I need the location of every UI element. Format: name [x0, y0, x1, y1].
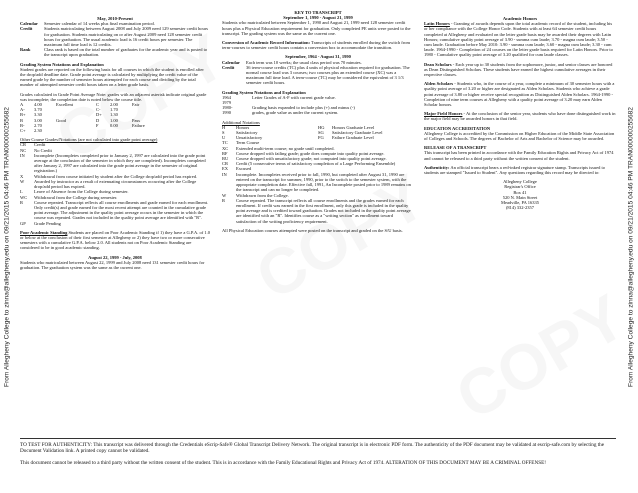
address-line: 520 N. Main Street [502, 194, 538, 200]
notation-code: RF [222, 150, 228, 156]
notation-code: R [222, 197, 226, 203]
grade-points: 3.30 [34, 112, 42, 118]
address-line: (814) 332-2357 [505, 205, 535, 211]
notation-code: SG [318, 130, 324, 136]
accreditation-text: Allegheny College is accredited by the Commission on Higher Education of the Middle State Association of Colleges and Schools. The degrees of Bachelor of Arts and Bachelor of Science may be awarded. [424, 130, 615, 142]
grade-desc: Pass [132, 117, 141, 123]
section-title: May, 2010-Present [97, 16, 133, 21]
latin-honors-heading: Latin Honors [424, 21, 450, 27]
grade-letter: B+ [20, 112, 26, 118]
notation-code: H [222, 124, 226, 130]
grade-explanation: Grade Pending [34, 220, 61, 226]
grade-points: 3.70 [34, 107, 42, 113]
history-text: grades, grade value as under the current system. [252, 110, 339, 116]
credit-row [222, 65, 414, 86]
notation-code: TC [222, 140, 228, 146]
grade-letter: D+ [96, 112, 102, 118]
grade-letter: C [96, 102, 100, 108]
grade-explanation: Incomplete (Incompletes completed prior to January 2, 1997 are calculated into the grade point average at the conclusion of the semester in which they are completed). Incompletes completed after January 2, 1997 are calculated into the grade point average in the semester of original registration.) [34, 152, 206, 174]
grade-explanation: Withdrawal from course initiated by student after the College drop/add period has expired. [34, 173, 198, 179]
notation-code: S [222, 130, 225, 136]
release-heading: RELEASE OF A TRANSCRIPT [424, 145, 487, 151]
history-text: Letter Grades of A-F with current grade value. [252, 94, 336, 100]
credit-label: Credit [222, 64, 235, 70]
grading-text: Student grades are reported on the following basis for all courses in which the student is enrolled after the drop/add deadline date. Grade point average is calculated by multiplying the credit value of the earned grade by the number of semester hours attempted for each course and dividing by the total number of attempted semester credit hours taken on a letter grade basis. [20, 66, 204, 88]
side-stamp-text-right: From Allegheny College to zinna@allegheny.edu on 09/21/2015 04:46 PM TRAN000000255682 [627, 106, 635, 387]
conversion-text: Transcripts of students enrolled during the switch from term-courses to semester credit hours contain a conversion box to accommodate the transition. [222, 40, 410, 51]
notation-text: Excused [236, 166, 252, 172]
grade-points: 3.00 [34, 117, 42, 123]
column-historical-system [222, 10, 414, 233]
address-line: Box 41 [513, 189, 527, 195]
grade-points: 1.70 [110, 107, 118, 113]
column-honors: Academic Honors Latin Honors - Granting of awards depends upon the total academic record of the student, including his or her compliance with the College Honor Code. Students with at least 64 semester credit hours completed at Allegheny and evaluated on the letter grade basis may be awarded their degrees with Latin Honors; cumulative quality point average of 3.90 - summa cum laude; 3.70 - magna cum laude; 3.50 - cum laude. Graduation before May 2010: 3.90 - summa cum laude; 3.60 - magna cum laude; 3.30 - cum laude. 1964-1990 - Completion of 24 courses on the letter grade basis required for Latin Honors. Prior to 1980 - Cumulative quality point average of 3.20 qualified for cum laude classes. Dean Scholars - Each year up to 30 students from the sophomore, junior, and senior classes are honored as Dean Distinguished Scholars. These students have earned the highest cumulative averages in their respective classes. Alden Scholars - Students who, in the course of a year, complete a minimum of 30 semester hours with a quality point average of 3.20 or higher are designated as Alden Scholars. Students who achieve a grade point average of 3.80 or higher receive special recognition as Distinguished Alden Scholars. 1964-1990 - Completion of nine term courses at Allegheny with a quality point average of 3.20 may earn Alden Scholar honors. Major Field Honors - At the conclusion of the senior year, students who have done distinguished work in the major field may be awarded honors in that field. EDUCATION ACCREDITATION Allegheny College is accredited by the Commission on Higher Education of the Middle State Association of Colleges and Schools. The degrees of Bachelor of Arts and Bachelor of Science may be awarded. RELEASE OF A TRANSCRIPT This transcript has been printed in accordance with the Family Education Rights and Privacy Act of 1974 and cannot be released to a third party without the written consent of the student. Authenticity: An official transcript bears a red-inked registrar signature stamp. Transcripts issued to students are stamped "Issued to Student". Any questions regarding this record may be directed to: Allegheny College Registrar's Office Box 41 520 N. Main Street Meadville, PA 16335 (814) 332-2357 [424, 16, 616, 211]
notation-text: Satisfactory [236, 130, 258, 136]
other-grades-heading: Other Course Grades/Notations (are not calculated into grade point average) [20, 137, 158, 143]
grades-note: Grades calculated in Grade Point Average Note: grades with an adjacent asterisk indicate original grade was incomplete; the completion date is noted below the course title. [20, 91, 207, 102]
poor-standing-text: Students are placed on Poor Academic Standing if 1) they have a G.P.A. of 1.0 or below at the conclusion of their first semester at Allegheny or 2) they have two or more consecutive semesters with a cumulative G.P.A. below 2.0. All students not on Poor Academic Standing are considered to be in good academic standing. [20, 229, 211, 251]
other-grade-row [20, 179, 210, 189]
notation-text: Extended multi-term course; no grade until completed. [236, 145, 335, 151]
notation-pairs [222, 125, 414, 141]
rank-text: Class rank is based on the total number of graduates for the academic year and is posted to the transcript upon graduation. [44, 47, 208, 58]
release-text: This transcript has been printed in accordance with the Family Education Rights and Privacy Act of 1974 and cannot be released to a third party without the written consent of the student. [424, 150, 614, 161]
notation-text: Unsatisfactory [236, 135, 263, 141]
grade-desc: Good [56, 117, 66, 123]
column-current-system [20, 16, 210, 270]
grade-desc: Fair [132, 102, 140, 108]
poor-standing-heading: Poor Academic Standing [20, 229, 68, 235]
grade-points: 1.00 [110, 117, 118, 123]
grade-letter: D [96, 117, 100, 123]
grading-heading: Grading System Notations and Explanation [20, 61, 104, 67]
release-notice: This document cannot be released to a third party without the written consent of the student. This is in accordance with the Family Educational Rights and Privacy Act of 1974. ALTERATION OF THIS DOCUMENT MAY BE A CRIMINAL OFFENSE! [20, 459, 546, 466]
grade-code: NC [20, 147, 27, 153]
calendar-text: Each term was 10 weeks; the usual class period was 70 minutes. [246, 59, 362, 65]
dean-scholars-heading: Dean Scholars [424, 61, 452, 67]
alden-scholars-heading: Alden Scholars [424, 81, 454, 87]
rank-label: Rank [20, 47, 31, 53]
history-year: 1980- [222, 105, 233, 111]
grade-letter: A- [20, 107, 25, 113]
notation-text: Incomplete. Incompletes received prior to fall, 1990, but completed after August 31, 1990 are entered on the transcript for summer, 1990, prior to the switch to the semester system, with the appropriate completion date. Effective fall, 1991, An Incomplete posted prior to 1989 remains on the transcript and can no longer be completed. [236, 171, 411, 193]
grade-points: 2.30 [34, 128, 42, 134]
notation-code: HG [318, 124, 325, 130]
grade-points: 2.70 [34, 122, 42, 128]
alden-scholars-text: Students who, in the course of a year, complete a minimum of 30 semester hours with a quality point average of 3.20 or higher are designated as Alden Scholars. Students who achieve a grade point average of 3.80 or higher receive special recognition as Distinguished Alden Scholars. 1964-1990 - Completion of nine term courses at Allegheny with a quality point average of 3.20 may earn Alden Scholar honors. [424, 81, 615, 108]
calendar-text: Semester calendar of 14 weeks plus final examination period. [44, 21, 155, 27]
credit-label: Credit [20, 26, 33, 32]
rank-row [20, 47, 210, 57]
major-honors-text: At the conclusion of the senior year, students who have done distinguished work in the major field may be awarded honors in that field. [424, 111, 616, 122]
accreditation-heading: EDUCATION ACCREDITATION [424, 125, 491, 131]
latin-honors-text: Granting of awards depends upon the total academic record of the student, including his or her compliance with the College Honor Code. Students with at least 64 semester credit hours completed at Allegheny and evaluated on the letter grade basis may be awarded their degrees with Latin Honors; cumulative quality point average of 3.90 - summa cum laude; 3.70 - magna cum laude; 3.50 - cum laude. Graduation before May 2010: 3.90 - summa cum laude; 3.60 - magna cum laude; 3.30 - cum laude. 1964-1990 - Completion of 24 courses on the letter grade basis required for Latin Honors. Prior to 1980 - Cumulative quality point average of 3.20 qualified for cum laude classes. [424, 21, 613, 58]
notation-text: Honors [236, 124, 250, 130]
history-year: 1990 [222, 110, 231, 116]
address-line: Allegheny College [503, 179, 537, 185]
grade-code: L [20, 189, 23, 195]
grade-code: WC [20, 194, 28, 200]
sep-section-text: Students who matriculated between September 1, 1990 and August 21, 1999 need 128 semester credit hours plus a Physical Education requirement for graduation. Only completed PE units were posted to the transcript. The grading system was the same as the current one. [222, 20, 411, 36]
notation-code: U [222, 135, 226, 141]
grade-letter: B [20, 117, 24, 123]
calendar-label: Calendar [222, 59, 240, 65]
notation-text: Course dropped with failing grade; grade does compute into quality point average. [236, 150, 385, 156]
grade-explanation: Leave of Absence from the College during semester. [34, 189, 129, 195]
grade-points: 2.00 [110, 102, 118, 108]
notation-code: W [222, 192, 227, 198]
side-stamp-text-left: From Allegheny College to zinna@allegheny.edu on 09/21/2015 04:46 PM TRAN000000255682 [3, 106, 11, 387]
notation-text: Credit (5 consecutive terms of satisfactory completion of a Large Performing Ensemble) [236, 161, 396, 167]
grade-code: GP [20, 220, 26, 226]
grade-code: X [20, 173, 24, 179]
grade-table [20, 102, 210, 133]
grade-desc: Failure [132, 122, 145, 128]
grade-letter: C- [96, 107, 101, 113]
key-title: KEY TO TRANSCRIPT [294, 10, 342, 15]
grade-explanation: Credit [34, 142, 46, 148]
grade-code: IN [20, 152, 25, 158]
grade-code: CR [20, 142, 27, 148]
section-title: Academic Honors [502, 16, 538, 21]
grade-code: R [20, 199, 24, 205]
notation-text: Course dropped with unsatisfactory grade; not computed into quality point average. [236, 156, 387, 162]
notation-code: XC [222, 145, 229, 151]
registrar-address [424, 179, 616, 210]
notation-row [222, 172, 414, 193]
pe-note: All Physical Education courses attempted were posted on the transcript and graded on the S/U basis. [222, 227, 403, 233]
grade-letter: B- [20, 122, 25, 128]
conversion-heading: Conversion of Academic Record Information: [222, 40, 310, 46]
grade-desc [56, 128, 96, 133]
dean-scholars-text: Each year up to 30 students from the sophomore, junior, and senior classes are honored as Dean Distinguished Scholars. These students have earned the highest cumulative averages in their respective classes. [424, 61, 613, 78]
side-stamp-left [0, 0, 14, 493]
grade-explanation: Withdrawal from the College during semester. [34, 194, 118, 200]
other-grade-row [20, 221, 210, 226]
address-line: Meadville, PA 16335 [501, 200, 539, 206]
credit-text: 36 term-course credits (TC) plus 4 units of physical education required for graduation. The normal course load was 3 courses; two courses plus an extended course (XC) was a maximum full time load. A term-course (TC) may be considered the equivalent of 3 1/3 semester credit hours. [246, 64, 410, 86]
additional-notations-heading: Additional Notations [222, 119, 260, 125]
grade-points: 4.00 [34, 102, 42, 108]
grade-explanation: Awarded by instructor as a result of extenuating circumstances occurring after the College drop/add period has expired. [34, 178, 197, 190]
major-honors-heading: Major Field Honors [424, 111, 463, 117]
notation-text: Satisfactory Graduate Level [332, 130, 383, 136]
notation-code: IN [222, 171, 227, 177]
grade-desc [132, 128, 210, 133]
authenticity-text: An official transcript bears a red-inked registrar signature stamp. Transcripts issued to students are stamped "Issued to Student". Any questions regarding this record may be directed to: [424, 164, 606, 176]
section-title: September, 1964 - August 31, 1990 [285, 54, 351, 60]
footer-notice [20, 438, 616, 466]
notation-text: Failure Graduate Level [332, 135, 374, 141]
calendar-label: Calendar [20, 21, 38, 27]
grade-letter: A [20, 102, 24, 108]
history-year: 1964 [222, 94, 231, 100]
credit-text: Students matriculating between August 2008 and July 2009 need 129 semester credit hours for graduation. Students matriculating on or after August 2009 need 128 semester credit hours for graduation. The usual academic load is 16 credit hours per semester. The maximum full time load is 12 credits. [44, 26, 208, 48]
notation-code: FG [318, 135, 324, 141]
credit-row [20, 26, 210, 47]
grade-letter: F [96, 122, 99, 128]
authenticity-notice: TO TEST FOR AUTHENTICITY: This transcript was delivered through the Credentials eScrip-Safe® Global Transcript Delivery Network. The original transcript is in electronic PDF form. The authenticity of the PDF document may be validated at escrip-safe.com by selecting the Document Validation link. A printed copy cannot be validated. [20, 442, 605, 455]
section-title: August 22, 1999 - July, 2008 [88, 254, 142, 260]
notation-code: EX [222, 166, 228, 172]
history-year: 1979 [222, 100, 231, 106]
other-grade-row [20, 200, 210, 221]
side-stamp-right [624, 0, 638, 493]
grade-points [110, 128, 132, 133]
grading-heading: Grading System Notations and Explanation [222, 89, 306, 95]
other-grade-row [20, 153, 210, 174]
history-text: Grading basis expanded to include plus (+) and minus (-) [252, 105, 355, 111]
address-line: Registrar's Office [504, 184, 536, 190]
notation-text: Withdrawn from the College. [236, 192, 289, 198]
grade-points: 0.00 [110, 122, 118, 128]
notation-text: Course repeated. The transcript reflects all course enrollments and the grades earned for each enrollment. If credit was earned in the first enrollment, only this grade is included in the quality point average and is credited toward graduation. Grades not included in the quality point average are identified with an "R". Identifies course as a "writing section" as enrollment toward satisfaction of the writing proficiency requirement. [236, 197, 411, 224]
notation-code: RU [222, 156, 229, 162]
authenticity-heading: Authenticity: [424, 164, 450, 170]
grade-points: 1.30 [110, 112, 118, 118]
grade-letter [96, 128, 110, 133]
notation-text: Honors Graduate Level [332, 124, 375, 130]
grade-explanation: Course repeated. Transcript reflects all course enrollments and grade earned for each enrollment. Only credit(s) and grade earned for the most recent attempt are counted in the cumulative grade point average. The adjustment in the quality point average occurs in the semester in which the course was repeated. Grades not included in the quality point average are identified with "R". [34, 199, 209, 221]
grade-desc: Excellent [56, 102, 73, 108]
watermark-text [444, 280, 638, 435]
section-title: September 1, 1990 - August 21, 1999 [283, 15, 353, 21]
grade-explanation: No Credit [34, 147, 52, 153]
notation-code: CR [222, 161, 229, 167]
notation-row [222, 198, 414, 224]
notation-text: Term Course [236, 140, 260, 146]
grade-code: W [20, 178, 25, 184]
aug-section-text: Students who matriculated between August 22, 1999 and July 2008 need 131 semester credit hours for graduation. The graduation system was the same as the current one. [20, 259, 205, 270]
grade-letter: C+ [20, 128, 26, 134]
